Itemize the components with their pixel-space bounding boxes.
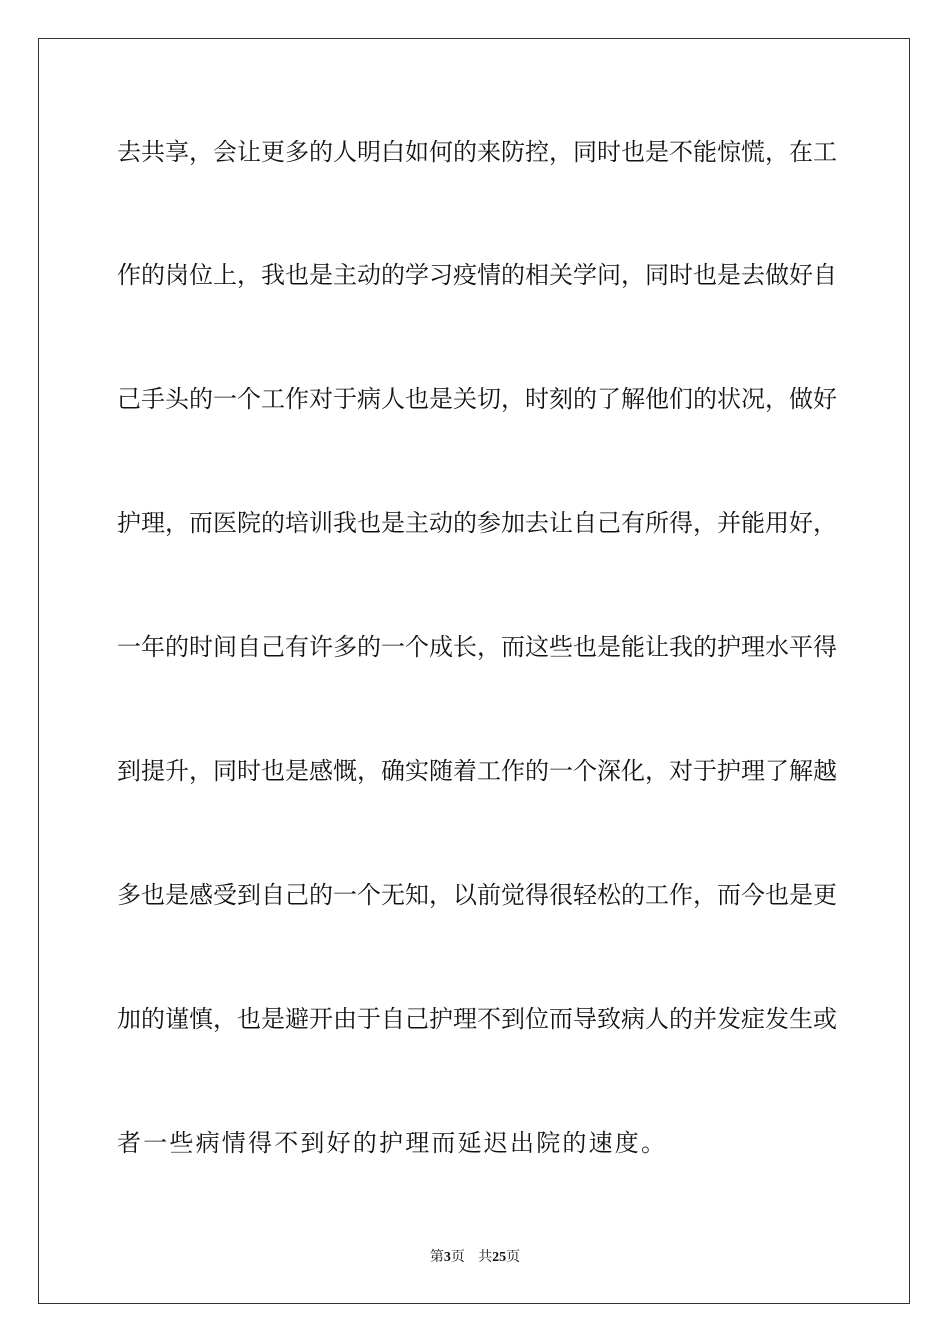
page-prefix: 第 [429, 1249, 444, 1265]
text-line-1: 去共享，会让更多的人明白如何的来防控，同时也是不能惊慌，在工 [117, 138, 837, 166]
text-line-2: 作的岗位上，我也是主动的学习疫情的相关学问，同时也是去做好自 [117, 261, 837, 289]
text-line-6: 到提升，同时也是感慨，确实随着工作的一个深化，对于护理了解越 [117, 757, 837, 785]
text-line-9: 者一些病情得不到好的护理而延迟出院的速度。 [117, 1129, 668, 1157]
text-line-4: 护理，而医院的培训我也是主动的参加去让自己有所得，并能用好， [117, 509, 837, 537]
page-border [38, 38, 910, 1304]
text-line-5: 一年的时间自己有许多的一个成长，而这些也是能让我的护理水平得 [117, 633, 837, 661]
text-line-3: 己手头的一个工作对于病人也是关切，时刻的了解他们的状况，做好 [117, 385, 837, 413]
page-footer [0, 1248, 950, 1267]
page-number: 3 [443, 1250, 451, 1265]
total-pages: 25 [492, 1250, 507, 1265]
page-suffix: 页 [450, 1249, 465, 1265]
text-line-8: 加的谨慎，也是避开由于自己护理不到位而导致病人的并发症发生或 [117, 1005, 837, 1033]
total-suffix: 页 [506, 1249, 521, 1265]
text-line-7: 多也是感受到自己的一个无知，以前觉得很轻松的工作，而今也是更 [117, 881, 837, 909]
total-prefix: 共 [478, 1249, 493, 1265]
